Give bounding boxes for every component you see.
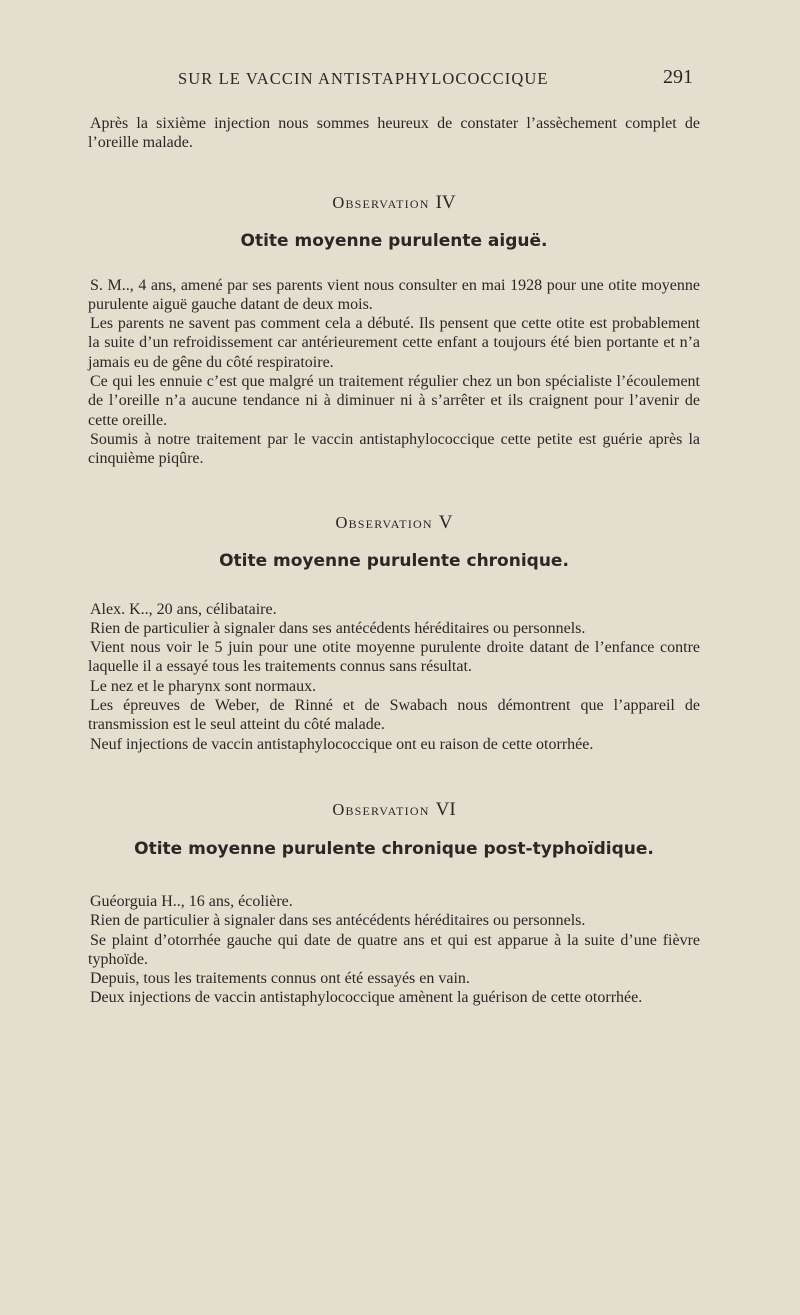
paragraph: Les parents ne savent pas comment cela a débuté. Ils pensent que cette otite est probablement la suite d’un refroidissement car antérieurement cette enfant a toujours été bien portante et n’a jamais eu de gêne du côté respiratoire. [88, 315, 700, 371]
paragraph: Deux injections de vaccin antistaphylococcique amènent la guérison de cette otorrhée. [90, 989, 643, 1007]
intro-paragraph: Après la sixième injection nous sommes heureux de constater l’assèchement complet de l’oreille malade. [88, 115, 700, 152]
observation-v [88, 513, 700, 754]
paragraph: Les épreuves de Weber, de Rinné et de Swabach nous démontrent que l’appareil de transmission est le seul atteint du côté malade. [88, 697, 700, 734]
paragraph: Alex. K.., 20 ans, célibataire. [90, 600, 277, 618]
paragraph: Guéorguia H.., 16 ans, écolière. [90, 892, 293, 910]
observation-label: Observation [332, 799, 430, 819]
paragraph: Neuf injections de vaccin antistaphylococcique ont eu raison de cette otorrhée. [90, 735, 594, 753]
observation-label: Observation [332, 192, 430, 212]
body-text [88, 114, 700, 1008]
paragraph: Le nez et le pharynx sont normaux. [90, 677, 317, 695]
paragraph: Se plaint d’otorrhée gauche qui date de quatre ans et qui est apparue à la suite d’une fièvre typhoïde. [88, 931, 700, 968]
observation-number: V [438, 511, 453, 533]
running-header [0, 66, 800, 96]
observation-number: VI [435, 798, 456, 820]
observation-title [88, 513, 700, 533]
observation-heading: Otite moyenne purulente chronique. [219, 550, 569, 571]
paragraph: Soumis à notre traitement par le vaccin antistaphylococcique cette petite est guérie après la cinquième piqûre. [88, 430, 700, 468]
observation-title [88, 193, 700, 213]
observation-label: Observation [335, 512, 433, 532]
paragraph: Rien de particulier à signaler dans ses antécédents héréditaires ou personnels. [90, 619, 586, 637]
observation-number: IV [435, 191, 456, 213]
paragraph: Rien de particulier à signaler dans ses antécédents héréditaires ou personnels. [90, 912, 586, 930]
paragraph: S. M.., 4 ans, amené par ses parents vient nous consulter en mai 1928 pour une otite moyenne purulente aiguë gauche datant de deux mois. [88, 276, 700, 313]
running-title: SUR LE VACCIN ANTISTAPHYLOCOCCIQUE [178, 69, 549, 88]
page-number: 291 [663, 66, 693, 88]
paragraph: Depuis, tous les traitements connus ont été essayés en vain. [90, 970, 470, 988]
observation-title [88, 800, 700, 820]
observation-iv [88, 193, 700, 469]
observation-vi [88, 800, 700, 1008]
observation-heading: Otite moyenne purulente chronique post-typhoïdique. [134, 838, 654, 859]
observation-heading: Otite moyenne purulente aiguë. [240, 230, 548, 251]
paragraph: Vient nous voir le 5 juin pour une otite moyenne purulente droite datant de l’enfance contre laquelle il a essayé tous les traitements connus sans résultat. [88, 639, 700, 676]
paragraph: Ce qui les ennuie c’est que malgré un traitement régulier chez un bon spécialiste l’écoulement de l’oreille n’a aucune tendance ni à diminuer ni à s’arrêter et ils craignent pour l’avenir de cette oreille. [88, 373, 700, 429]
